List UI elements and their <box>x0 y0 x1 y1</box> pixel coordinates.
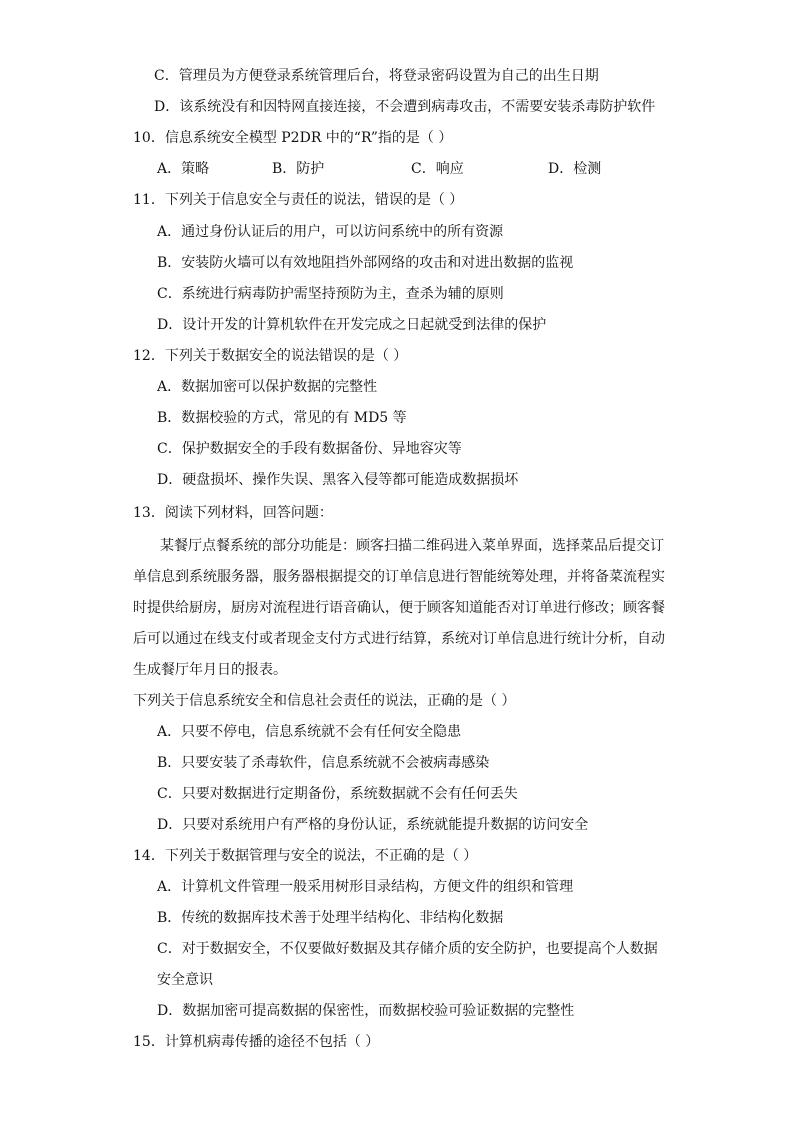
q9-option-d: D．该系统没有和因特网直接连接，不会遭到病毒攻击，不需要安装杀毒防护软件 <box>154 99 656 115</box>
q15-stem: 15．计算机病毒传播的途径不包括（ ） <box>133 1034 380 1050</box>
q10-option-a: A．策略 <box>157 161 210 177</box>
q12-option-d: D．硬盘损坏、操作失误、黑客入侵等都可能造成数据损坏 <box>157 472 519 488</box>
q11-option-d: D．设计开发的计算机软件在开发完成之日起就受到法律的保护 <box>157 317 547 333</box>
q13-stem: 13．阅读下列材料，回答问题： <box>133 505 333 521</box>
q11-option-c: C．系统进行病毒防护需坚持预防为主，查杀为辅的原则 <box>157 286 504 302</box>
q13-option-a: A．只要不停电，信息系统就不会有任何安全隐患 <box>157 724 462 740</box>
q14-option-b: B．传统的数据库技术善于处理半结构化、非结构化数据 <box>157 910 504 926</box>
q13-material-line-4: 后可以通过在线支付或者现金支付方式进行结算，系统对订单信息进行统计分析，自动 <box>133 631 665 647</box>
q13-option-b: B．只要安装了杀毒软件，信息系统就不会被病毒感染 <box>157 755 490 771</box>
q10-option-c: C．响应 <box>411 161 464 177</box>
q11-stem: 11．下列关于信息安全与责任的说法，错误的是（ ） <box>133 192 464 208</box>
q10-option-d: D．检测 <box>548 161 602 177</box>
q9-option-c: C．管理员为方便登录系统管理后台，将登录密码设置为自己的出生日期 <box>154 68 599 84</box>
q13-question: 下列关于信息系统安全和信息社会责任的说法，正确的是（ ） <box>133 693 516 709</box>
q13-material-line-5: 生成餐厅年月日的报表。 <box>133 662 287 678</box>
q11-option-a: A．通过身份认证后的用户，可以访问系统中的所有资源 <box>157 224 504 240</box>
q13-material-line-1: 某餐厅点餐系统的部分功能是：顾客扫描二维码进入菜单界面，选择菜品后提交订 <box>160 538 664 554</box>
q12-option-c: C．保护数据安全的手段有数据备份、异地容灾等 <box>157 441 462 457</box>
q12-option-b: B．数据校验的方式，常见的有 MD5 等 <box>157 410 407 426</box>
q14-option-a: A．计算机文件管理一般采用树形目录结构，方便文件的组织和管理 <box>157 879 574 895</box>
q14-option-d: D．数据加密可提高数据的保密性，而数据校验可验证数据的完整性 <box>157 1003 575 1019</box>
q10-options <box>0 159 794 179</box>
q14-stem: 14．下列关于数据管理与安全的说法，不正确的是（ ） <box>133 848 478 864</box>
q11-option-b: B．安装防火墙可以有效地阻挡外部网络的攻击和对进出数据的监视 <box>157 255 574 271</box>
q14-option-c-continued: 安全意识 <box>157 972 213 988</box>
q13-material-line-2: 单信息到系统服务器，服务器根据提交的订单信息进行智能统筹处理，并将备菜流程实 <box>133 569 665 585</box>
q10-stem: 10．信息系统安全模型 P2DR 中的“R”指的是（ ） <box>133 130 453 146</box>
q10-option-b: B．防护 <box>272 161 325 177</box>
q13-option-d: D．只要对系统用户有严格的身份认证，系统就能提升数据的访问安全 <box>157 817 589 833</box>
q12-stem: 12．下列关于数据安全的说法错误的是（ ） <box>133 348 408 364</box>
q14-option-c: C．对于数据安全，不仅要做好数据及其存储介质的安全防护，也要提高个人数据 <box>157 941 658 957</box>
q13-material-line-3: 时提供给厨房，厨房对流程进行语音确认，便于顾客知道能否对订单进行修改；顾客餐 <box>133 600 665 616</box>
q13-option-c: C．只要对数据进行定期备份，系统数据就不会有任何丢失 <box>157 786 518 802</box>
q12-option-a: A．数据加密可以保护数据的完整性 <box>157 379 378 395</box>
